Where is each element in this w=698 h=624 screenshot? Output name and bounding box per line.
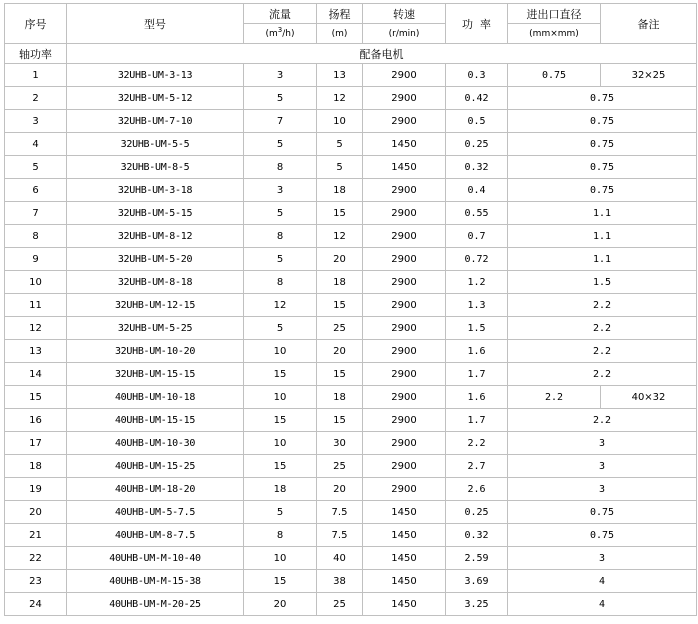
cell-model: 32UHB-UM-8-18 bbox=[67, 271, 244, 294]
cell-index: 10 bbox=[5, 271, 67, 294]
cell-model: 40UHB-UM-M-10-40 bbox=[67, 547, 244, 570]
cell-index: 21 bbox=[5, 524, 67, 547]
cell-flow: 5 bbox=[244, 501, 317, 524]
cell-head: 12 bbox=[317, 87, 363, 110]
cell-head: 40 bbox=[317, 547, 363, 570]
cell-index: 12 bbox=[5, 317, 67, 340]
cell-model: 32UHB-UM-7-10 bbox=[67, 110, 244, 133]
cell-head: 15 bbox=[317, 409, 363, 432]
cell-flow: 8 bbox=[244, 271, 317, 294]
cell-motor: 0.75 bbox=[508, 524, 697, 547]
cell-speed: 2900 bbox=[363, 294, 446, 317]
subheader-row bbox=[5, 44, 697, 64]
cell-speed: 1450 bbox=[363, 547, 446, 570]
cell-speed: 1450 bbox=[363, 524, 446, 547]
cell-motor: 2.2 bbox=[508, 409, 697, 432]
table-row bbox=[5, 478, 697, 501]
cell-motor: 0.75 bbox=[508, 87, 697, 110]
header-model: 型号 bbox=[67, 4, 244, 44]
cell-motor: 2.2 bbox=[508, 294, 697, 317]
cell-head: 12 bbox=[317, 225, 363, 248]
cell-flow: 8 bbox=[244, 225, 317, 248]
cell-speed: 2900 bbox=[363, 478, 446, 501]
cell-power: 1.6 bbox=[446, 340, 508, 363]
header-power: 功 率 bbox=[446, 4, 508, 44]
cell-flow: 5 bbox=[244, 248, 317, 271]
cell-model: 40UHB-UM-10-18 bbox=[67, 386, 244, 409]
cell-motor: 0.75 bbox=[508, 110, 697, 133]
cell-power: 2.6 bbox=[446, 478, 508, 501]
cell-index: 22 bbox=[5, 547, 67, 570]
cell-index: 19 bbox=[5, 478, 67, 501]
cell-head: 25 bbox=[317, 593, 363, 616]
table-row bbox=[5, 225, 697, 248]
cell-model: 32UHB-UM-8-5 bbox=[67, 156, 244, 179]
cell-flow: 20 bbox=[244, 593, 317, 616]
cell-power: 2.7 bbox=[446, 455, 508, 478]
table-row bbox=[5, 409, 697, 432]
cell-motor: 4 bbox=[508, 593, 697, 616]
cell-power: 3.25 bbox=[446, 593, 508, 616]
cell-model: 32UHB-UM-5-5 bbox=[67, 133, 244, 156]
cell-model: 40UHB-UM-5-7.5 bbox=[67, 501, 244, 524]
cell-index: 17 bbox=[5, 432, 67, 455]
header-index: 序号 bbox=[5, 4, 67, 44]
flow-unit-sup: 3 bbox=[277, 25, 283, 34]
cell-power: 0.3 bbox=[446, 64, 508, 87]
cell-power: 1.6 bbox=[446, 386, 508, 409]
cell-power: 0.25 bbox=[446, 133, 508, 156]
cell-flow: 18 bbox=[244, 478, 317, 501]
cell-motor: 2.2 bbox=[508, 363, 697, 386]
cell-speed: 2900 bbox=[363, 386, 446, 409]
cell-motor: 0.75 bbox=[508, 501, 697, 524]
cell-speed: 2900 bbox=[363, 225, 446, 248]
cell-index: 24 bbox=[5, 593, 67, 616]
cell-model: 40UHB-UM-18-20 bbox=[67, 478, 244, 501]
cell-motor: 2.2 bbox=[508, 317, 697, 340]
cell-power: 1.3 bbox=[446, 294, 508, 317]
cell-power: 3.69 bbox=[446, 570, 508, 593]
cell-head: 5 bbox=[317, 156, 363, 179]
cell-index: 3 bbox=[5, 110, 67, 133]
cell-flow: 8 bbox=[244, 156, 317, 179]
cell-motor: 3 bbox=[508, 478, 697, 501]
table-row bbox=[5, 455, 697, 478]
cell-head: 15 bbox=[317, 363, 363, 386]
cell-head: 20 bbox=[317, 478, 363, 501]
cell-flow: 15 bbox=[244, 409, 317, 432]
cell-head: 25 bbox=[317, 455, 363, 478]
cell-motor: 1.1 bbox=[508, 225, 697, 248]
cell-flow: 15 bbox=[244, 363, 317, 386]
cell-head: 5 bbox=[317, 133, 363, 156]
cell-head: 7.5 bbox=[317, 501, 363, 524]
cell-model: 40UHB-UM-15-15 bbox=[67, 409, 244, 432]
cell-flow: 3 bbox=[244, 64, 317, 87]
cell-flow: 10 bbox=[244, 386, 317, 409]
cell-flow: 10 bbox=[244, 432, 317, 455]
cell-index: 20 bbox=[5, 501, 67, 524]
cell-index: 5 bbox=[5, 156, 67, 179]
cell-index: 1 bbox=[5, 64, 67, 87]
cell-speed: 2900 bbox=[363, 202, 446, 225]
cell-speed: 2900 bbox=[363, 432, 446, 455]
subheader-motor: 配备电机 bbox=[67, 44, 697, 64]
table-row bbox=[5, 570, 697, 593]
header-diameter: 进出口直径 bbox=[508, 4, 601, 24]
cell-index: 14 bbox=[5, 363, 67, 386]
cell-power: 2.59 bbox=[446, 547, 508, 570]
cell-index: 23 bbox=[5, 570, 67, 593]
table-row bbox=[5, 179, 697, 202]
cell-power: 0.42 bbox=[446, 87, 508, 110]
cell-power: 0.32 bbox=[446, 524, 508, 547]
table-row bbox=[5, 317, 697, 340]
cell-power: 2.2 bbox=[446, 432, 508, 455]
cell-flow: 8 bbox=[244, 524, 317, 547]
cell-speed: 2900 bbox=[363, 248, 446, 271]
cell-power: 1.2 bbox=[446, 271, 508, 294]
cell-speed: 1450 bbox=[363, 133, 446, 156]
cell-head: 18 bbox=[317, 386, 363, 409]
table-row bbox=[5, 202, 697, 225]
cell-motor: 1.5 bbox=[508, 271, 697, 294]
cell-speed: 2900 bbox=[363, 340, 446, 363]
table-row bbox=[5, 133, 697, 156]
cell-speed: 2900 bbox=[363, 64, 446, 87]
cell-motor: 0.75 bbox=[508, 133, 697, 156]
cell-diameter: 40×32 bbox=[601, 386, 697, 409]
header-speed-unit: (r/min) bbox=[363, 24, 446, 44]
cell-model: 32UHB-UM-5-15 bbox=[67, 202, 244, 225]
cell-model: 32UHB-UM-10-20 bbox=[67, 340, 244, 363]
cell-flow: 10 bbox=[244, 340, 317, 363]
cell-speed: 1450 bbox=[363, 501, 446, 524]
cell-flow: 10 bbox=[244, 547, 317, 570]
cell-speed: 2900 bbox=[363, 110, 446, 133]
table-row bbox=[5, 501, 697, 524]
cell-model: 40UHB-UM-M-20-25 bbox=[67, 593, 244, 616]
header-head-unit: (m) bbox=[317, 24, 363, 44]
header-flow-unit bbox=[244, 24, 317, 44]
cell-head: 20 bbox=[317, 248, 363, 271]
table-row bbox=[5, 294, 697, 317]
cell-head: 20 bbox=[317, 340, 363, 363]
cell-head: 15 bbox=[317, 294, 363, 317]
cell-motor: 4 bbox=[508, 570, 697, 593]
cell-power: 0.4 bbox=[446, 179, 508, 202]
cell-head: 25 bbox=[317, 317, 363, 340]
cell-model: 40UHB-UM-M-15-38 bbox=[67, 570, 244, 593]
cell-motor: 2.2 bbox=[508, 340, 697, 363]
cell-power: 0.72 bbox=[446, 248, 508, 271]
header-row bbox=[5, 4, 697, 24]
cell-head: 10 bbox=[317, 110, 363, 133]
cell-flow: 7 bbox=[244, 110, 317, 133]
cell-speed: 2900 bbox=[363, 409, 446, 432]
cell-motor: 3 bbox=[508, 547, 697, 570]
cell-index: 11 bbox=[5, 294, 67, 317]
table-row bbox=[5, 340, 697, 363]
header-head: 扬程 bbox=[317, 4, 363, 24]
cell-index: 8 bbox=[5, 225, 67, 248]
cell-power: 0.5 bbox=[446, 110, 508, 133]
cell-flow: 15 bbox=[244, 455, 317, 478]
cell-motor: 3 bbox=[508, 432, 697, 455]
cell-flow: 5 bbox=[244, 317, 317, 340]
cell-flow: 5 bbox=[244, 133, 317, 156]
cell-model: 40UHB-UM-10-30 bbox=[67, 432, 244, 455]
cell-model: 32UHB-UM-3-18 bbox=[67, 179, 244, 202]
cell-speed: 1450 bbox=[363, 593, 446, 616]
cell-model: 32UHB-UM-5-20 bbox=[67, 248, 244, 271]
cell-speed: 2900 bbox=[363, 179, 446, 202]
cell-speed: 2900 bbox=[363, 455, 446, 478]
subheader-shaft-power: 轴功率 bbox=[5, 44, 67, 64]
cell-model: 32UHB-UM-12-15 bbox=[67, 294, 244, 317]
cell-index: 4 bbox=[5, 133, 67, 156]
cell-power: 0.25 bbox=[446, 501, 508, 524]
table-row bbox=[5, 386, 697, 409]
cell-index: 6 bbox=[5, 179, 67, 202]
cell-power: 0.7 bbox=[446, 225, 508, 248]
cell-motor: 0.75 bbox=[508, 64, 601, 87]
header-flow: 流量 bbox=[244, 4, 317, 24]
cell-index: 16 bbox=[5, 409, 67, 432]
cell-head: 18 bbox=[317, 271, 363, 294]
cell-speed: 1450 bbox=[363, 156, 446, 179]
header-remarks: 备注 bbox=[601, 4, 697, 44]
pump-spec-table bbox=[4, 3, 697, 616]
table-row bbox=[5, 432, 697, 455]
cell-speed: 2900 bbox=[363, 363, 446, 386]
cell-head: 15 bbox=[317, 202, 363, 225]
cell-power: 0.32 bbox=[446, 156, 508, 179]
cell-model: 32UHB-UM-3-13 bbox=[67, 64, 244, 87]
cell-index: 9 bbox=[5, 248, 67, 271]
cell-index: 18 bbox=[5, 455, 67, 478]
table-row bbox=[5, 363, 697, 386]
cell-head: 38 bbox=[317, 570, 363, 593]
cell-model: 32UHB-UM-5-12 bbox=[67, 87, 244, 110]
cell-power: 1.7 bbox=[446, 363, 508, 386]
cell-flow: 3 bbox=[244, 179, 317, 202]
cell-model: 32UHB-UM-15-15 bbox=[67, 363, 244, 386]
cell-power: 1.7 bbox=[446, 409, 508, 432]
cell-flow: 15 bbox=[244, 570, 317, 593]
table-row bbox=[5, 593, 697, 616]
table-row bbox=[5, 271, 697, 294]
cell-motor: 0.75 bbox=[508, 156, 697, 179]
table-row bbox=[5, 64, 697, 87]
cell-head: 13 bbox=[317, 64, 363, 87]
cell-flow: 5 bbox=[244, 202, 317, 225]
cell-head: 18 bbox=[317, 179, 363, 202]
cell-motor: 1.1 bbox=[508, 202, 697, 225]
table-row bbox=[5, 248, 697, 271]
cell-index: 13 bbox=[5, 340, 67, 363]
cell-motor: 3 bbox=[508, 455, 697, 478]
cell-model: 32UHB-UM-8-12 bbox=[67, 225, 244, 248]
cell-speed: 2900 bbox=[363, 317, 446, 340]
cell-head: 30 bbox=[317, 432, 363, 455]
flow-unit-pre: (m bbox=[265, 28, 278, 39]
table-row bbox=[5, 547, 697, 570]
cell-model: 40UHB-UM-15-25 bbox=[67, 455, 244, 478]
cell-head: 7.5 bbox=[317, 524, 363, 547]
cell-model: 32UHB-UM-5-25 bbox=[67, 317, 244, 340]
cell-speed: 2900 bbox=[363, 87, 446, 110]
cell-diameter: 32×25 bbox=[601, 64, 697, 87]
cell-power: 0.55 bbox=[446, 202, 508, 225]
flow-unit-post: /h) bbox=[282, 28, 295, 39]
cell-index: 2 bbox=[5, 87, 67, 110]
table-row bbox=[5, 87, 697, 110]
header-diameter-unit: (mm×mm) bbox=[508, 24, 601, 44]
cell-speed: 2900 bbox=[363, 271, 446, 294]
cell-motor: 0.75 bbox=[508, 179, 697, 202]
cell-flow: 12 bbox=[244, 294, 317, 317]
cell-model: 40UHB-UM-8-7.5 bbox=[67, 524, 244, 547]
cell-motor: 1.1 bbox=[508, 248, 697, 271]
cell-power: 1.5 bbox=[446, 317, 508, 340]
cell-index: 15 bbox=[5, 386, 67, 409]
table-row bbox=[5, 524, 697, 547]
table-row bbox=[5, 156, 697, 179]
cell-motor: 2.2 bbox=[508, 386, 601, 409]
cell-index: 7 bbox=[5, 202, 67, 225]
header-speed: 转速 bbox=[363, 4, 446, 24]
cell-flow: 5 bbox=[244, 87, 317, 110]
cell-speed: 1450 bbox=[363, 570, 446, 593]
table-row bbox=[5, 110, 697, 133]
